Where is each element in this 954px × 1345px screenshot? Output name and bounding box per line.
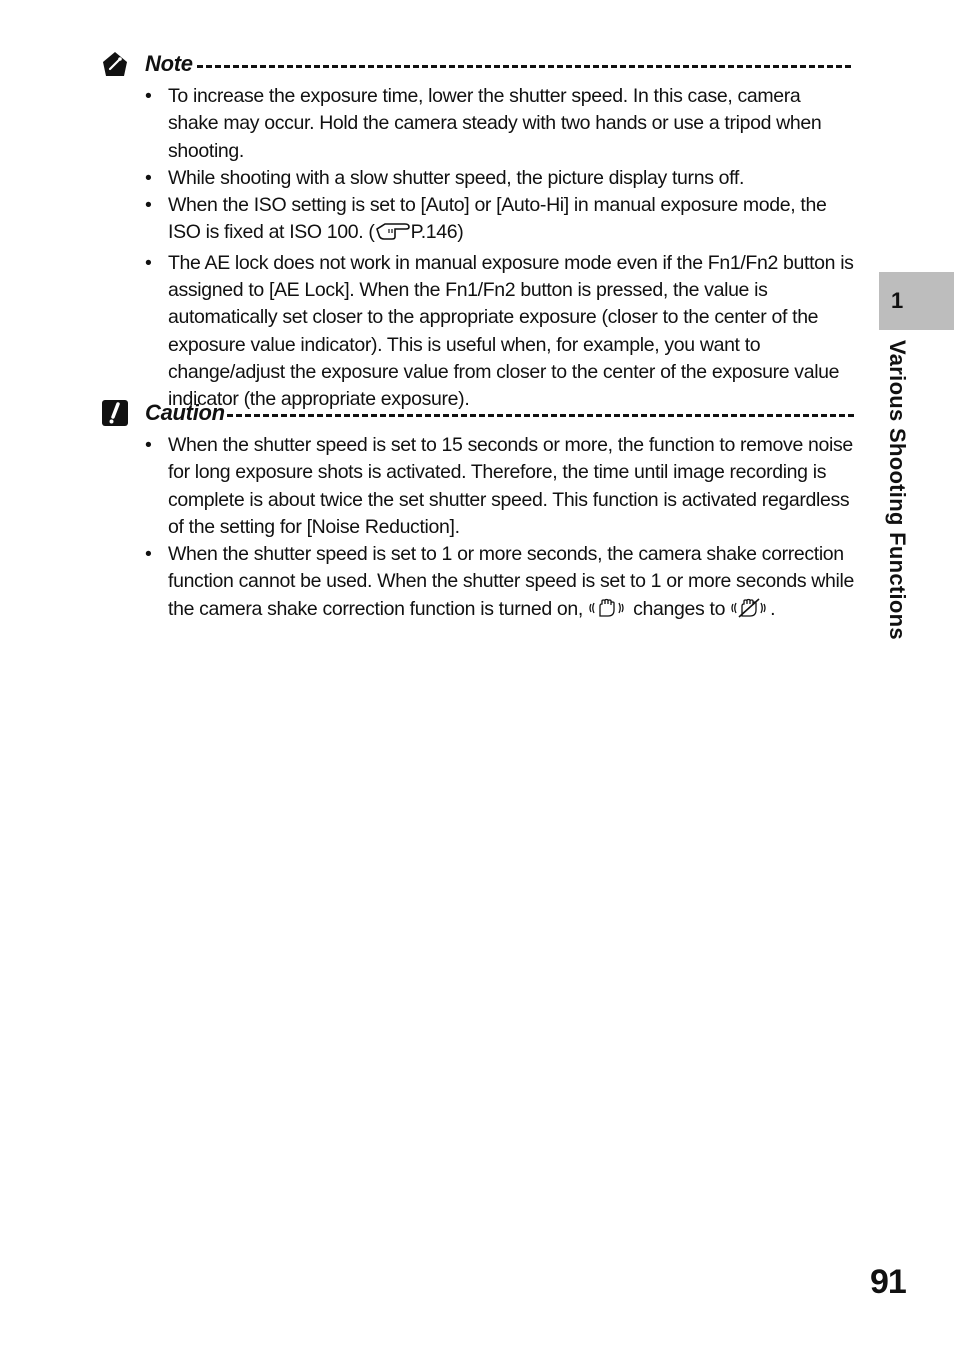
note-pencil-icon [100, 49, 130, 79]
caution-item [145, 541, 855, 626]
note-item-text-suffix: P.146) [410, 221, 464, 244]
bullet-icon: • [145, 543, 152, 566]
reference-pointing-hand-icon [375, 221, 411, 249]
caution-title: Caution [145, 400, 225, 425]
note-item-text: While shooting with a slow shutter speed, the picture display turns off. [168, 166, 745, 189]
caution-item-text: When the shutter speed is set to 15 seconds or more, the function to remove noise for long exposure shots is activated. Therefore, the time until image recording is complete is about twice the set shutter speed. This function is activated regardless of the setting for [Noise Reduction]. [168, 434, 853, 538]
caution-divider [227, 414, 854, 417]
caution-item-text-suffix: . [770, 597, 776, 620]
note-divider [197, 65, 854, 68]
note-item [145, 192, 855, 250]
caution-item [145, 432, 855, 541]
note-list [145, 83, 855, 414]
page-number: 91 [870, 1263, 906, 1301]
chapter-title: Various Shooting Functions [885, 340, 910, 640]
note-item [145, 250, 855, 414]
bullet-icon: • [145, 166, 152, 189]
note-item [145, 165, 855, 192]
note-item [145, 83, 855, 165]
bullet-icon: • [145, 251, 152, 274]
caution-exclamation-icon [100, 398, 130, 428]
note-item-text: The AE lock does not work in manual exposure mode even if the Fn1/Fn2 button is assigned to [AE Lock]. When the Fn1/Fn2 button is pressed, the value is automatically set closer to the appropriate exposure (closer to the center of the exposure value indicator). This is useful when, for example, you want to change/adjust the exposure value from closer to the center of the exposure value indicator (the appropriate exposure). [168, 251, 854, 411]
note-item-text: When the ISO setting is set to [Auto] or [Auto-Hi] in manual exposure mode, the ISO is fixed at ISO 100. ( [168, 194, 827, 244]
note-heading [100, 49, 854, 79]
caution-heading [100, 398, 854, 428]
note-item-text: To increase the exposure time, lower the shutter speed. In this case, camera shake may occur. Hold the camera steady with two hands or use a tripod when shooting. [168, 85, 822, 162]
caution-item-text-middle: changes to [633, 597, 726, 620]
caution-list [145, 432, 855, 626]
caution-item-text: When the shutter speed is set to 1 or more seconds, the camera shake correction function cannot be used. When the shutter speed is set to 1 or more seconds while the camera shake correction function is turned on, [168, 543, 854, 620]
bullet-icon: • [145, 434, 152, 456]
note-title: Note [145, 51, 193, 76]
camera-shake-correction-off-icon [730, 598, 770, 626]
chapter-number-tab: 1 [879, 272, 954, 330]
bullet-icon: • [145, 194, 152, 217]
bullet-icon: • [145, 85, 152, 107]
camera-shake-correction-on-icon [588, 598, 628, 626]
